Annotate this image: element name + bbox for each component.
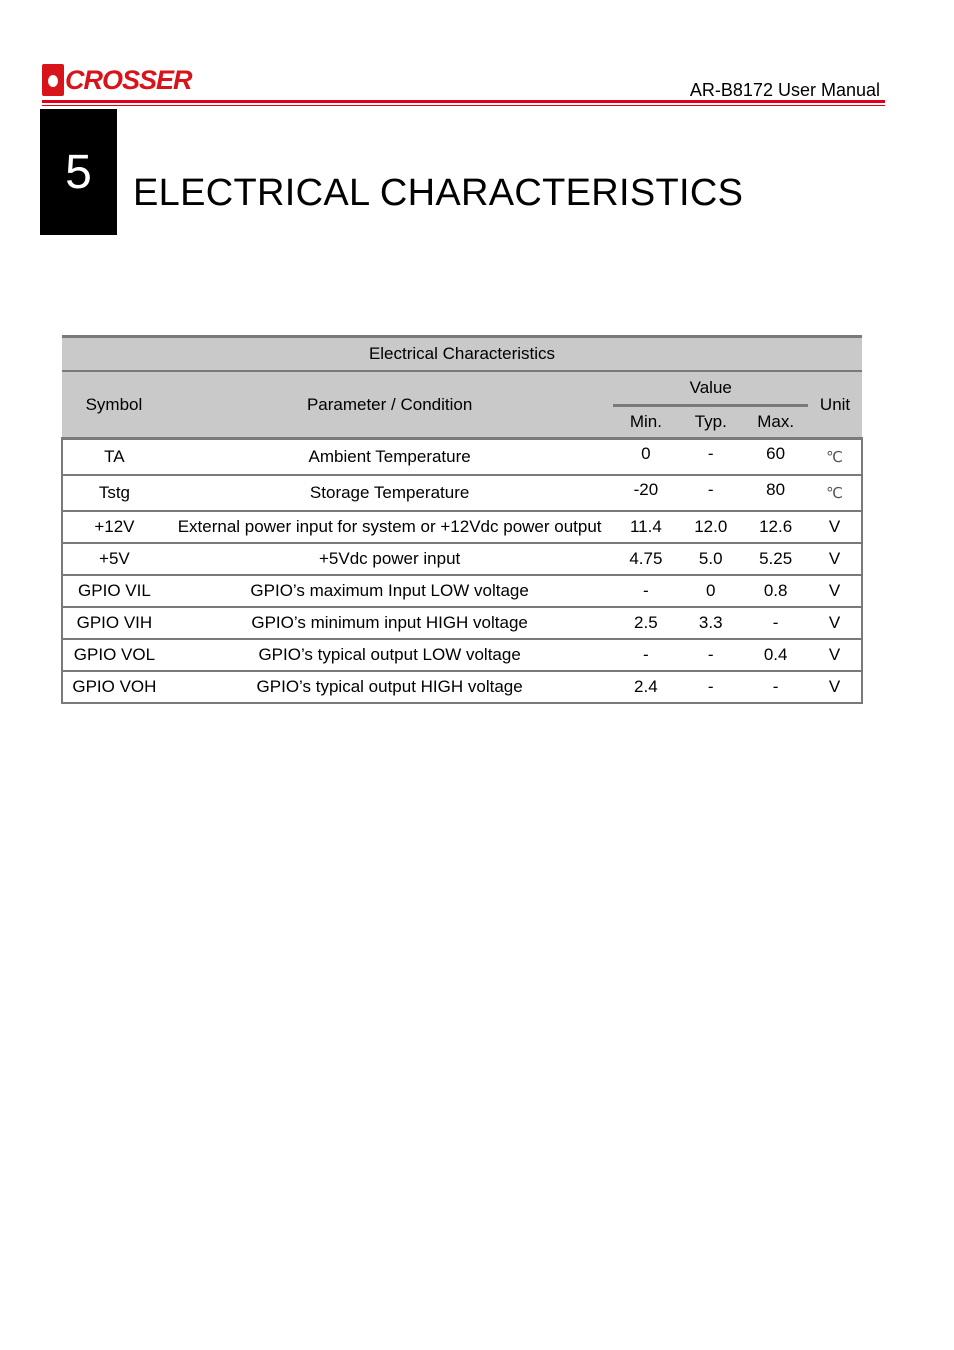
table-caption: Electrical Characteristics (62, 337, 862, 372)
symbol-cell: +5V (62, 543, 166, 575)
table-row (62, 543, 862, 575)
parameter-cell: GPIO’s maximum Input LOW voltage (166, 575, 614, 607)
symbol-cell: +12V (62, 511, 166, 543)
max-cell: 0.8 (743, 575, 808, 607)
unit-cell: V (808, 639, 862, 671)
parameter-cell: GPIO’s minimum input HIGH voltage (166, 607, 614, 639)
unit-cell: V (808, 671, 862, 703)
symbol-cell: GPIO VIL (62, 575, 166, 607)
electrical-characteristics-table (61, 335, 863, 704)
table-row (62, 439, 862, 476)
parameter-cell: Ambient Temperature (166, 439, 614, 476)
unit-cell: ℃ (808, 439, 862, 476)
symbol-cell: GPIO VOL (62, 639, 166, 671)
min-cell: 2.4 (613, 671, 678, 703)
max-cell: 0.4 (743, 639, 808, 671)
min-cell: 2.5 (613, 607, 678, 639)
typ-cell: - (678, 439, 743, 476)
max-cell: 5.25 (743, 543, 808, 575)
typ-cell: - (678, 475, 743, 511)
table-row (62, 511, 862, 543)
symbol-cell: Tstg (62, 475, 166, 511)
typ-cell: 3.3 (678, 607, 743, 639)
table-row (62, 671, 862, 703)
min-cell: - (613, 575, 678, 607)
symbol-header: Symbol (62, 371, 166, 439)
parameter-cell: GPIO’s typical output HIGH voltage (166, 671, 614, 703)
parameter-cell: GPIO’s typical output LOW voltage (166, 639, 614, 671)
max-header: Max. (743, 406, 808, 439)
min-cell: 11.4 (613, 511, 678, 543)
parameter-cell: External power input for system or +12Vdc power output (166, 511, 614, 543)
typ-cell: - (678, 671, 743, 703)
table-row (62, 575, 862, 607)
chapter-number: 5 (40, 109, 117, 235)
unit-cell: V (808, 543, 862, 575)
min-cell: - (613, 639, 678, 671)
unit-cell: ℃ (808, 475, 862, 511)
logo-text: CROSSER (65, 64, 192, 95)
parameter-header: Parameter / Condition (166, 371, 614, 439)
acrosser-logo (42, 62, 192, 98)
max-cell: 60 (743, 439, 808, 476)
acrosser-logo-mark (42, 64, 64, 96)
document-title: AR-B8172 User Manual (689, 80, 880, 100)
unit-header: Unit (808, 371, 862, 439)
unit-cell: V (808, 607, 862, 639)
symbol-cell: TA (62, 439, 166, 476)
unit-cell: V (808, 575, 862, 607)
min-header: Min. (613, 406, 678, 439)
parameter-cell: +5Vdc power input (166, 543, 614, 575)
min-cell: 4.75 (613, 543, 678, 575)
header-divider (42, 100, 885, 103)
parameter-cell: Storage Temperature (166, 475, 614, 511)
min-cell: -20 (613, 475, 678, 511)
unit-cell: V (808, 511, 862, 543)
max-cell: 12.6 (743, 511, 808, 543)
symbol-cell: GPIO VOH (62, 671, 166, 703)
value-header: Value (613, 371, 808, 406)
chapter-title: ELECTRICAL CHARACTERISTICS (133, 172, 744, 214)
table-row (62, 607, 862, 639)
typ-cell: 5.0 (678, 543, 743, 575)
max-cell: - (743, 607, 808, 639)
min-cell: 0 (613, 439, 678, 476)
typ-cell: 0 (678, 575, 743, 607)
typ-cell: 12.0 (678, 511, 743, 543)
typ-header: Typ. (678, 406, 743, 439)
header-divider-thin (42, 105, 885, 106)
symbol-cell: GPIO VIH (62, 607, 166, 639)
table-row (62, 639, 862, 671)
table-row (62, 475, 862, 511)
max-cell: - (743, 671, 808, 703)
typ-cell: - (678, 639, 743, 671)
max-cell: 80 (743, 475, 808, 511)
